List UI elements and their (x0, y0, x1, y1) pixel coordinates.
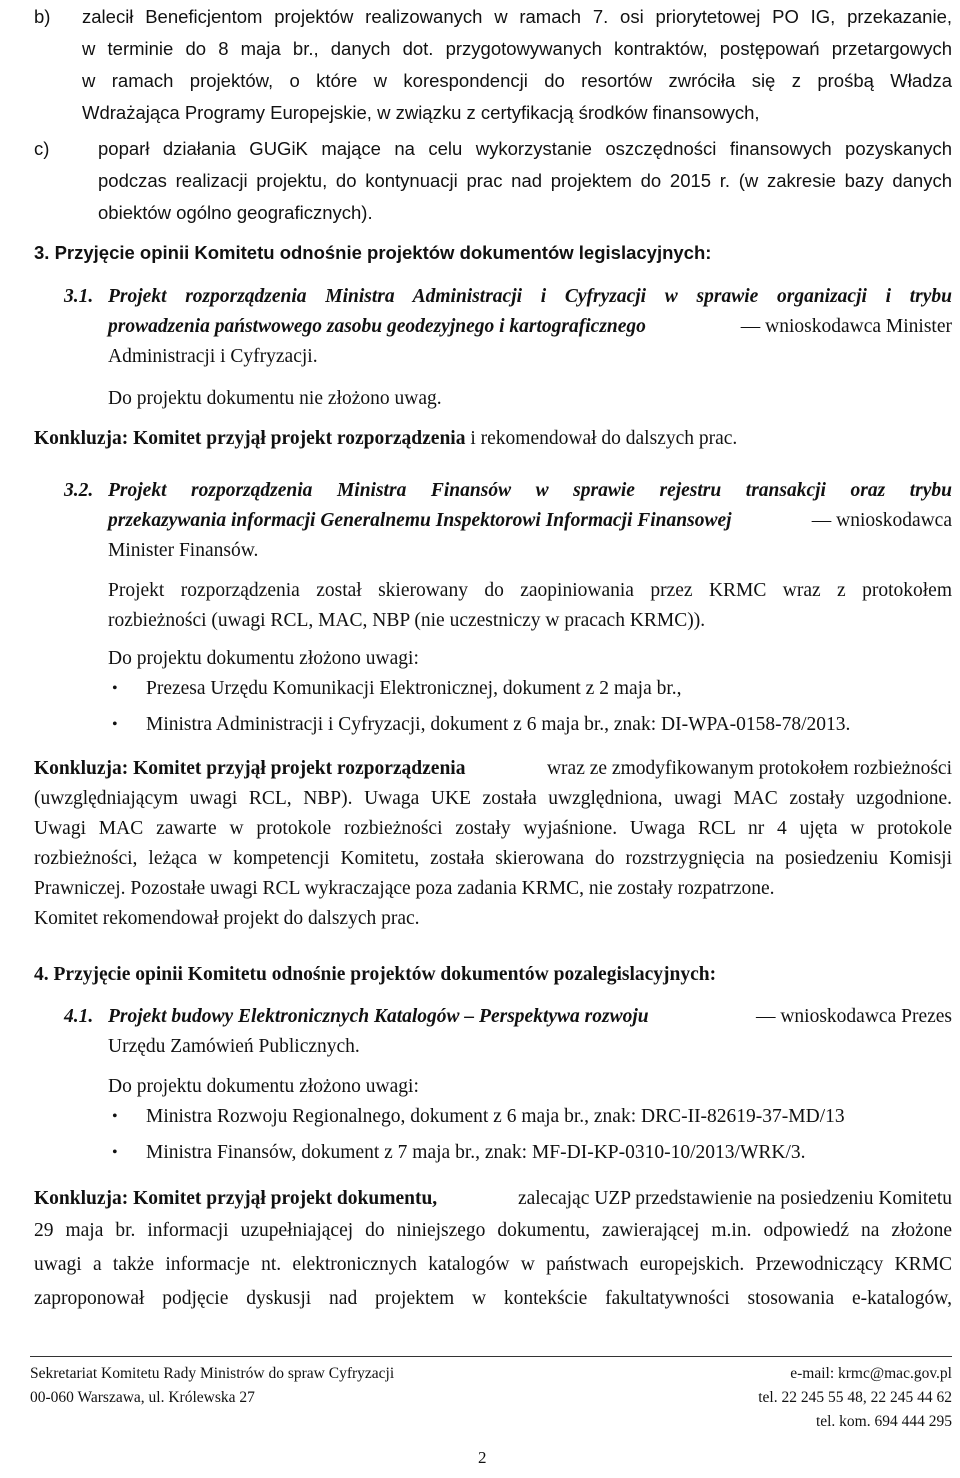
section-4-1-conclusion-rest: zalecając UZP przedstawienie na posiedzeniu Komitetu (517, 1188, 952, 1209)
section-4-1-applicant: — wnioskodawca Prezes (755, 1006, 952, 1027)
section-3-2-conclusion-line-5: Prawniczej. Pozostałe uwagi RCL wykraczające poza zadania KRMC, nie zostały rozpatrzone. (34, 878, 775, 899)
section-4-1-title-italic: Projekt budowy Elektronicznych Katalogów – Perspektywa rozwoju (108, 1006, 649, 1027)
section-3-heading: 3. Przyjęcie opinii Komitetu odnośnie projektów dokumentów legislacyjnych: (34, 242, 712, 263)
section-3-2-conclusion-line-4: rozbieżności, leżąca w kompetencji Komitetu, została skierowana do rozstrzygnięcia na posiedzeniu Komisji (34, 848, 952, 869)
section-3-2-conclusion-line-2: (uwzględniającym uwagi RCL, NBP). Uwaga UKE została uwzględniona, uwagi MAC zostały uzgodnione. (34, 788, 952, 809)
bullet-icon: • (112, 1108, 118, 1125)
section-3-2-para-line-1: Projekt rozporządzenia został skierowany do zaopiniowania przez KRMC wraz z protokołem (108, 580, 952, 601)
item-c-line-2: podczas realizacji projektu, do kontynuacji prac nad projektem do 2015 r. (w zakresie bazy danych (98, 170, 952, 191)
item-c-line-1: poparł działania GUGiK mające na celu wykorzystanie oszczędności finansowych pozyskanych (98, 138, 952, 159)
footer-divider (30, 1356, 952, 1357)
bullet-icon: • (112, 716, 118, 733)
section-3-1-title-italic: prowadzenia państwowego zasobu geodezyjnego i kartograficznego (108, 316, 646, 337)
section-4-1-conclusion-line-4: zaproponował podjęcie dyskusji nad projektem w kontekście fakultatywności stosowania e-katalogów, (34, 1288, 952, 1309)
section-4-1-conclusion-bold: Konkluzja: Komitet przyjął projekt dokumentu, (34, 1188, 438, 1209)
section-3-2-title-line-3: Minister Finansów. (108, 540, 259, 561)
section-4-1-title-line-1 (108, 1004, 952, 1030)
footer-mobile: tel. kom. 694 444 295 (815, 1413, 952, 1430)
item-b-line-1: zalecił Beneficjentom projektów realizowanych w ramach 7. osi priorytetowej PO IG, przekazanie, (82, 6, 952, 27)
section-4-1-conclusion-line-3: uwagi a także informacje nt. elektronicznych katalogów w państwach europejskich. Przewodniczący KRMC (34, 1254, 952, 1275)
section-3-2-para-line-2: rozbieżności (uwagi RCL, MAC, NBP (nie uczestniczy w pracach KRMC)). (108, 610, 706, 631)
section-3-2-conclusion-line-1 (34, 756, 952, 782)
section-3-1-number: 3.1. (64, 286, 94, 307)
section-3-1-title-line-1: Projekt rozporządzenia Ministra Administracji i Cyfryzacji w sprawie organizacji i trybu (108, 286, 952, 307)
item-b-line-3: w ramach projektów, o które w korespondencji do resortów zwróciła się z prośbą Władza (82, 70, 952, 91)
section-4-1-remarks-intro: Do projektu dokumentu złożono uwagi: (108, 1076, 419, 1097)
section-4-1-title-line-2: Urzędu Zamówień Publicznych. (108, 1036, 360, 1057)
footer-org: Sekretariat Komitetu Rady Ministrów do spraw Cyfryzacji (30, 1365, 395, 1382)
section-3-2-conclusion-rest: wraz ze zmodyfikowanym protokołem rozbieżności (546, 758, 952, 779)
item-b-line-2: w terminie do 8 maja br., danych dot. przygotowywanych kontraktów, postępowań przetargowych (82, 38, 952, 59)
section-3-1-conclusion (34, 426, 737, 452)
footer-tel: tel. 22 245 55 48, 22 245 44 62 (758, 1389, 952, 1406)
section-3-2-remarks-intro: Do projektu dokumentu złożono uwagi: (108, 648, 419, 669)
section-4-1-conclusion-line-2: 29 maja br. informacji uzupełniającej do niniejszego dokumentu, zawierającej m.in. odpowiedź na złożone (34, 1220, 952, 1241)
section-4-1-conclusion-line-1 (34, 1186, 952, 1212)
section-3-1-conclusion-bold: Konkluzja: Komitet przyjął projekt rozporządzenia (34, 428, 466, 449)
item-b-line-4: Wdrażająca Programy Europejskie, w związku z certyfikacją środków finansowych, (82, 102, 760, 123)
bullet-icon: • (112, 680, 118, 697)
page-number: 2 (478, 1448, 487, 1467)
bullet-icon: • (112, 1144, 118, 1161)
section-3-2-conclusion-line-3: Uwagi MAC zawarte w protokole rozbieżności zostały wyjaśnione. Uwaga RCL nr 4 ujęta w protokole (34, 818, 952, 839)
section-4-1-number: 4.1. (64, 1006, 94, 1027)
section-3-1-title-line-2 (108, 314, 952, 340)
item-c-marker: c) (34, 138, 50, 159)
section-3-1-applicant: — wnioskodawca Minister (740, 316, 952, 337)
section-3-2-bullet-1: Prezesa Urzędu Komunikacji Elektronicznej, dokument z 2 maja br., (146, 678, 682, 699)
section-3-1-conclusion-rest: i rekomendował do dalszych prac. (465, 428, 738, 449)
section-3-2-conclusion-line-6: Komitet rekomendował projekt do dalszych prac. (34, 908, 420, 929)
section-3-2-conclusion-bold: Konkluzja: Komitet przyjął projekt rozporządzenia (34, 758, 466, 779)
footer-email: e-mail: krmc@mac.gov.pl (790, 1365, 952, 1382)
section-4-1-bullet-2: Ministra Finansów, dokument z 7 maja br., znak: MF-DI-KP-0310-10/2013/WRK/3. (146, 1142, 806, 1163)
section-3-2-applicant: — wnioskodawca (811, 510, 952, 531)
section-4-heading: 4. Przyjęcie opinii Komitetu odnośnie projektów dokumentów pozalegislacyjnych: (34, 964, 717, 985)
section-3-2-title-italic: przekazywania informacji Generalnemu Inspektorowi Informacji Finansowej (108, 510, 732, 531)
section-3-2-title-line-2 (108, 508, 952, 534)
section-3-2-number: 3.2. (64, 480, 94, 501)
section-3-1-remarks: Do projektu dokumentu nie złożono uwag. (108, 388, 442, 409)
section-3-2-title-line-1: Projekt rozporządzenia Ministra Finansów w sprawie rejestru transakcji oraz trybu (108, 480, 952, 501)
section-3-1-title-line-3: Administracji i Cyfryzacji. (108, 346, 318, 367)
footer-address: 00-060 Warszawa, ul. Królewska 27 (30, 1389, 255, 1406)
item-c-line-3: obiektów ogólno geograficznych). (98, 202, 373, 223)
item-b-marker: b) (34, 6, 51, 27)
section-3-2-bullet-2: Ministra Administracji i Cyfryzacji, dokument z 6 maja br., znak: DI-WPA-0158-78/2013. (146, 714, 851, 735)
section-4-1-bullet-1: Ministra Rozwoju Regionalnego, dokument z 6 maja br., znak: DRC-II-82619-37-MD/13 (146, 1106, 845, 1127)
